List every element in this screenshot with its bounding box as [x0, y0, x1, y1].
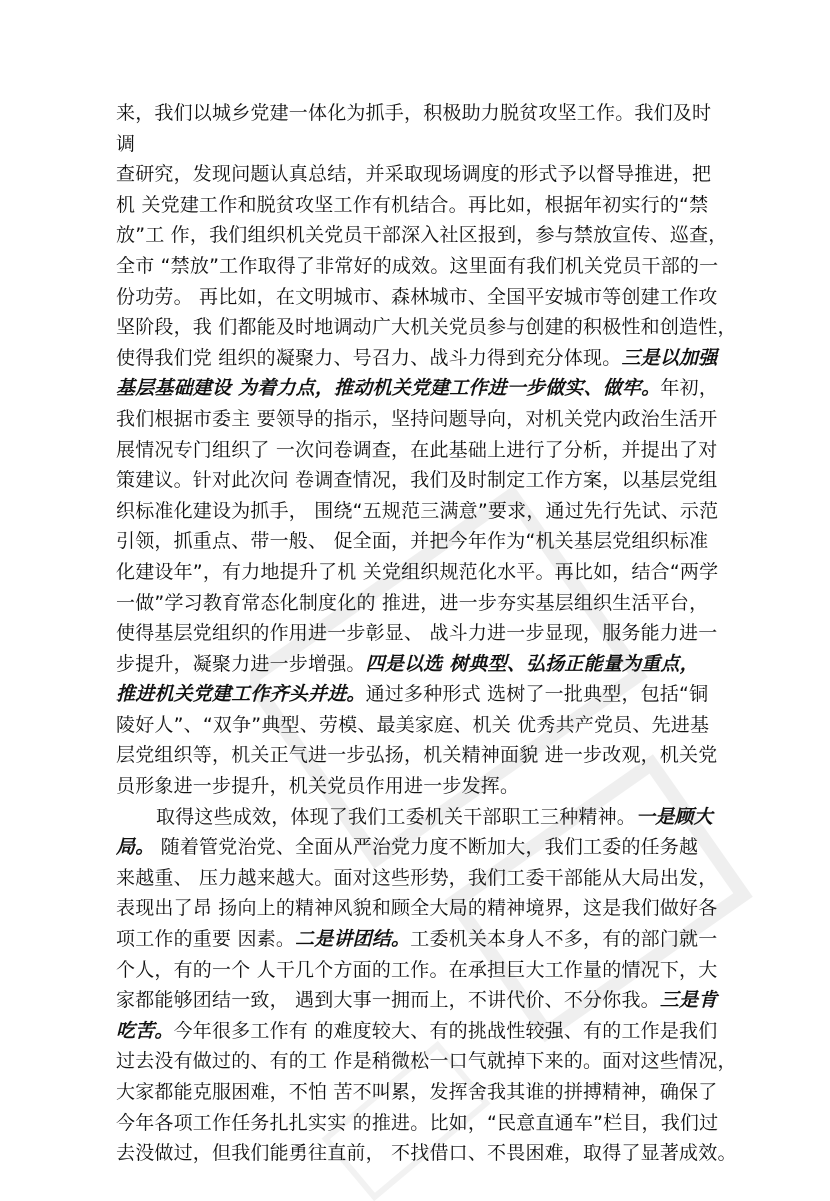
- text-line: [116, 649, 748, 680]
- body-text: 来，我们以城乡党建一体化为抓手，积极助力脱贫攻坚工作。我们及时: [116, 102, 712, 124]
- text-line: [116, 526, 748, 557]
- text-line: [116, 679, 748, 710]
- emphasis-text: 三是肯: [659, 989, 718, 1012]
- body-text: 过去没有做过的、有的工 作是稍微松一口气就掉下来的。面对这些情况，: [116, 1050, 737, 1073]
- text-line: [116, 1046, 748, 1077]
- article-body: [116, 98, 748, 1169]
- emphasis-text: 三是以加强: [621, 346, 718, 369]
- body-text: 织标准化建设为抓手， 围绕“五规范三满意”要求，通过先行先试、示范: [116, 499, 719, 522]
- text-line: [116, 129, 748, 160]
- text-line: [116, 618, 748, 649]
- emphasis-text: 二是讲团结。: [295, 928, 411, 951]
- body-text: 查研究，发现问题认真总结，并采取现场调度的形式予以督导推进，把: [116, 163, 712, 186]
- text-line: [116, 771, 748, 802]
- body-text: 项工作的重要 因素。: [116, 928, 296, 951]
- body-text: 员形象进一步提升，机关党员作用进一步发挥。: [116, 775, 520, 798]
- body-text: 步提升，凝聚力进一步增强。: [116, 652, 366, 675]
- body-text: 机 关党建工作和脱贫攻坚工作有机结合。再比如，根据年初实行的“禁: [116, 193, 709, 216]
- body-text: 陵好人”、“双争”典型、劳模、最美家庭、机关 优秀共产党员、先进基: [116, 713, 710, 736]
- text-line: [116, 985, 748, 1016]
- body-text: 大家都能克服困难，不怕 苦不叫累，发挥舍我其谁的拼搏精神，确保了: [116, 1081, 718, 1103]
- text-line: [116, 863, 748, 894]
- body-text: 家都能够团结一致， 遇到大事一拥而上，不讲代价、不分你我。: [116, 989, 660, 1012]
- body-text: 随着管党治党、全面从严治党力度不断加大，我们工委的任务越: [154, 836, 699, 859]
- body-text: 工委机关本身人不多，有的部门就一: [410, 928, 718, 951]
- body-text: 个人，有的一个 人干几个方面的工作。在承担巨大工作量的情况下，大: [116, 958, 718, 981]
- body-text: 化建设年”，有力地提升了机 关党组织规范化水平。再比如，结合“两学: [116, 560, 719, 583]
- body-text: 调: [116, 132, 136, 155]
- body-text: 全市 “禁放”工作取得了非常好的成效。这里面有我们机关党员干部的一: [116, 254, 719, 277]
- text-line: [116, 1077, 748, 1108]
- emphasis-text: 一是顾大: [636, 805, 713, 828]
- text-line: [116, 710, 748, 741]
- text-line: [116, 832, 748, 863]
- text-line: [116, 404, 748, 435]
- text-line: [116, 465, 748, 496]
- body-text: 层党组织等，机关正气进一步弘扬，机关精神面貌 进一步改观，机关党: [116, 744, 718, 767]
- body-text: 年初，: [660, 377, 719, 400]
- body-text: 坚阶段，我 们都能及时地调动广大机关党员参与创建的积极性和创造性，: [116, 316, 737, 339]
- text-line: [116, 251, 748, 282]
- emphasis-text: 局。: [116, 836, 155, 859]
- text-line: [116, 924, 748, 955]
- text-line: [116, 1016, 748, 1047]
- body-text: 取得这些成效，体现了我们工委机关干部职工三种精神。: [156, 805, 637, 828]
- body-text: 份功劳。 再比如，在文明城市、森林城市、全国平安城市等创建工作攻: [116, 285, 718, 308]
- text-line: [116, 343, 748, 374]
- text-line: [116, 220, 748, 251]
- text-line: [116, 282, 748, 313]
- emphasis-text: 基层基础建设 为着力点，推动机关党建工作进一步做实、做牢。: [116, 377, 661, 400]
- text-line: [116, 190, 748, 221]
- body-text: 来越重、 压力越来越大。面对这些形势，我们工委干部能从大局出发，: [116, 866, 718, 889]
- text-line: [116, 557, 748, 588]
- text-line: [116, 1108, 748, 1139]
- body-text: 策建议。针对此次问 卷调查情况，我们及时制定工作方案，以基层党组: [116, 469, 718, 492]
- body-text: 今年各项工作任务扎扎实实 的推进。比如，“民意直通车”栏目，我们过: [116, 1111, 719, 1134]
- body-text: 表现出了昂 扬向上的精神风貌和顾全大局的精神境界，这是我们做好各: [116, 897, 718, 920]
- text-line: [116, 435, 748, 466]
- text-line: [116, 955, 748, 986]
- body-text: 去没做过，但我们能勇往直前， 不找借口、不畏困难，取得了显著成效。: [116, 1142, 737, 1165]
- emphasis-text: 推进机关党建工作齐头并进。: [116, 683, 366, 706]
- text-line: [116, 802, 748, 833]
- text-line: [116, 1138, 748, 1169]
- text-line: [116, 373, 748, 404]
- emphasis-text: 吃苦。: [116, 1019, 174, 1042]
- body-text: 展情况专门组织了 一次问卷调查，在此基础上进行了分析，并提出了对: [116, 438, 718, 461]
- body-text: 今年很多工作有 的难度较大、有的挑战性较强、有的工作是我们: [173, 1019, 718, 1042]
- text-line: [116, 740, 748, 771]
- body-text: 放”工 作，我们组织机关党员干部深入社区报到，参与禁放宣传、巡查，: [116, 224, 728, 247]
- text-line: [116, 588, 748, 619]
- body-text: 一做”学习教育常态化制度化的 推进，进一步夯实基层组织生活平台，: [116, 591, 709, 614]
- text-line: [116, 159, 748, 190]
- body-text: 使得基层党组织的作用进一步彰显、 战斗力进一步显现，服务能力进一: [116, 622, 718, 645]
- emphasis-text: 四是以选 树典型、弘扬正能量为重点，: [365, 652, 699, 675]
- body-text: 我们根据市委主 要领导的指示，坚持问题导向，对机关党内政治生活开: [116, 407, 718, 430]
- body-text: 通过多种形式 选树了一批典型，包括“铜: [365, 683, 709, 706]
- text-line: [116, 98, 748, 129]
- text-line: [116, 496, 748, 527]
- text-line: [116, 312, 748, 343]
- text-line: [116, 893, 748, 924]
- body-text: 使得我们党 组织的凝聚力、号召力、战斗力得到充分体现。: [116, 346, 622, 369]
- body-text: 引领，抓重点、带一般、 促全面，并把今年作为“机关基层党组织标准: [116, 530, 709, 553]
